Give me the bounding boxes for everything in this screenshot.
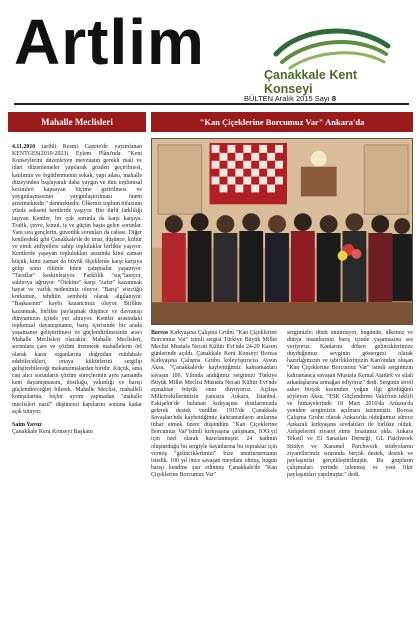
signature-block <box>8 422 146 437</box>
left-column <box>8 112 146 612</box>
issue-label: BÜLTEN Aralık 2015 Sayı <box>244 94 330 103</box>
left-date-lead: 4.11.2010 <box>12 144 36 150</box>
right-section-title: "Kan Çiçeklerine Borcumuz Var" Ankara'da <box>151 112 413 132</box>
issue-number: 8 <box>331 94 336 103</box>
masthead-rule <box>14 103 409 105</box>
masthead <box>14 6 409 105</box>
group-photo <box>151 138 413 325</box>
left-article <box>8 144 146 416</box>
logo-wordmark: Artlim <box>14 6 205 78</box>
org-name: Çanakkale Kent Konseyi <box>264 68 358 96</box>
article-column-1 <box>151 330 277 479</box>
right-article <box>151 330 413 612</box>
swoosh-logo-icon <box>272 24 392 74</box>
right-column <box>151 112 413 612</box>
article-column-2 <box>287 330 413 479</box>
signer-title: Çanakkale Kent Konseyi Başkanı <box>12 429 93 436</box>
article-col2-text: sergimizle; dünü unutmuyor, bugünün, ülkemiz ve dünya insanlarının barış içinde yaşamasına ses veriyoruz. Kanlarını döken gelinciklerimize duyduğumuz sevginin göstergesi olarak hazırlığımızın ve işbirliklerimizin Kan'ondan oluşan "Kan Çiçeklerine Borcumuz Var" isimli sergimizin kahramanca savaşan Mustafa Kemal Atatürk ve silah arkadaşlarına armağan ediyoruz" dedi. Serginin siroil asker birçok kesimden yoğun ilgi gördüğünü söyleyen Aksu, "TSK Göçlendirme Vakfı'nın teklifi ve himayelerinde 18 Mart 2016'da Ankara'da yeniden sergimizin açılması istenmiştir. Boreas Çalışma Grubu olarak Ankara'da olduğumuz sürece Ankaralı kırkyaşına sevdalıları ile birlikte olduk. Anlıpelerini ziyaret etme fırsatımız olda. Ankara Tekstil ve El Sanatları Derneği, GL Patchwork Stüdyo ve Karamel Parchwork stüdyolarını ziyaretlerimiz sırasında birçok destek, destek ve paylaşımlar gerçekleştirilmiştir. Bu grupların çalışmaları yerinde izlenmiş ve yeni fikir paylaşımları yapılmıştır." dedi. <box>287 330 413 478</box>
left-article-text: tarihli Resmi Gazete'de yayımlanan KENTGES(2010-2023) Eylem Plânı'nda "Kent Konseylerini düzenleyen mevzuatın gerekli mali ve idari düzenlemeler yapılarak gözden geçirilmesi, katılımın ve örgütlenmenin sokak, yapı adası, mahalle düzeyinden başlayarak daha yaygın ve tüm toplumsal kesimleri kapsayan biçime getirilmesi ve yaygınlaşmasının yaygınlaştırılması önem arzetmektedir." denmektedir. Ülkemiz toplum tüfasının yüzde sekseni kentlerde yaşıyor. Her türlü farklılığı taşıyan Kentler, bir çok sorunla da karşı karşıya. Trafik, çevre, konut, iş ve güçün başta gelen sorunlar. Yanı sıra gençlerin, güvenlik sorunları da cabası. Diğer kentlerdeki gibi Çanakkale'de de imar, düşünce, kültür ve etnik aidiyetlere sahip topluluklar birlikte yaşıyor. Kentlerde yaşayan toplulukları arasında kimi zaman küçük, kimi zaman da büyük ölçeklerde karşı karşıya gelip sonu ölümle biten çatışmalar yaşanıyor. "Taraflar" keskinleşiyor. Farklılık "suç"lanıyor, saldırıya uğruyor. "Ötekine" karşı "zafer" kazanmak hayat ve varlık nedenimiz oluyor. "Barış" sözcüğü korkunun, tehditin sembolü olarak algılanıyor. "Başkasının" kaybı kazancımız oluyor. Birlikte kazanmak, birlikte paylaşmak düşünce ve davranışı dünyamızın içinde yer almıyor. Kentler arasındaki toplumsal dayanışmanın, barış içerisinde bir arada yaşamanın geliştirilmesi ve güçlendirilmesinin aracı Mahalle Meclisleri olacaktır. Mahalle Meclisleri, sorunlara çare ve çözüm üretmede mahallelerin örf olarak karar organlarına doğrudan müdahale edebilecekleri, ortaya kültürlerini sergilip geliştirebileceği mekanizmalardan biridir. Küçük, ama can alıcı sorunların çözüm süreçlerinin aynı zamanda kent dayanışmasını, dostluğu, yakınlığı ve barışı güçlendireceğini bilerek. Mahalle Meclisi, mahalleli komşularına, hiçbir ayrım yapmadan "mahalle meclisleri nasıl" düşüncesi kapılarını sonuna kadar açık tutuyor. <box>12 144 142 415</box>
article-lead: Boreas <box>151 330 169 336</box>
issue-line <box>244 94 336 103</box>
signer-name: Saim Yavuz <box>12 421 42 428</box>
left-section-title: Mahalle Meclisleri <box>8 112 146 132</box>
article-col1-text: Kırkyaşına Çalışma Grubu "Kan Çiçeklerine Borcumuz Var" isimli sergisi Türkiye Büyük Millet Meclisi Mustafa Necati Kültür Evi'nde 24-29 Kasım günlerinde açıldı. Çanakkale Kent Konseyi Boreas Kırkyaşına Çalışma Grubu koleyfıştırıcısı Aysun Aksu, "Çanakkale'de kaybettiğimiz kahramanları savaşın 100. Yılında andığımız sergimizi Türkiye Büyük Millet Meclisi Mustafa Necati Kültür Evi'nde açmaktan büyük onur duyuyoruz. Açılışa Milletvekillerimizin yanısıra Ankara, İstanbul, Eskişehir'de bulunan kırkyaşına dostlarımızda gelerek destek verdiler. 1915'de Çanakkale Savaşları'nda kaybettiğimiz kahramanların anılarına itibar etmek üzere düşündüm "Kan Çiçeklerine Borcumuz Var"isimli kırkyaşına çalışmanı, IOO.yıl için özel olarak hazırlanmıştır. 24 kadının oluşturduğu bu sergiyle hayatlarına bu topraklar için vermiş "gelinciklerimizi" bize unuttururmanın istedik. 100 yıl önce savaşan meydanı olmuş, bugün barışı kendine şiar edinmiş Çanakkale'de "Kan Çiçeklerine Borcumuz Var" <box>151 330 277 478</box>
